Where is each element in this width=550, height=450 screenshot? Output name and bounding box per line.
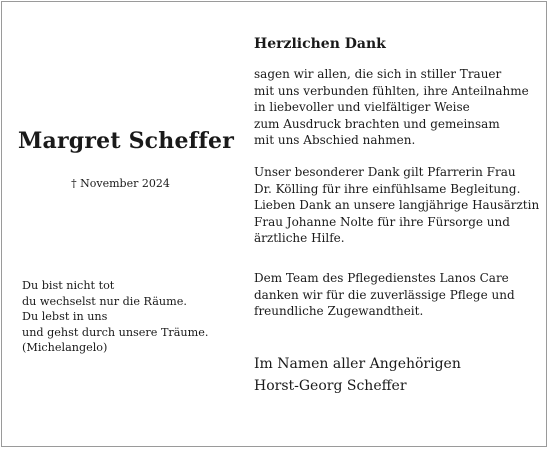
closing-line: Im Namen aller Angehörigen <box>254 356 461 372</box>
poem-line: Du lebst in uns <box>22 310 108 323</box>
thanks-paragraph-3 <box>254 270 539 320</box>
signatory-name: Horst-Georg Scheffer <box>254 378 407 394</box>
poem <box>22 278 227 356</box>
thanks-paragraph-1 <box>254 66 539 149</box>
thanks-paragraph-2 <box>254 164 539 247</box>
paragraph-line: ärztliche Hilfe. <box>254 231 345 245</box>
poem-attribution: (Michelangelo) <box>22 341 108 354</box>
paragraph-line: freundliche Zugewandtheit. <box>254 304 424 318</box>
paragraph-line: mit uns Abschied nahmen. <box>254 133 416 147</box>
right-column <box>254 0 539 450</box>
deceased-name: Margret Scheffer <box>18 128 234 154</box>
left-column <box>18 0 234 450</box>
paragraph-line: zum Ausdruck brachten und gemeinsam <box>254 116 500 131</box>
paragraph-line: in liebevoller und vielfältiger Weise <box>254 100 470 114</box>
paragraph-line: Frau Johanne Nolte für ihre Fürsorge und <box>254 214 510 229</box>
paragraph-line: danken wir für die zuverlässige Pflege und <box>254 287 515 302</box>
paragraph-line: mit uns verbunden fühlten, ihre Anteilnahme <box>254 83 529 98</box>
death-date: † November 2024 <box>71 177 170 190</box>
thanks-heading: Herzlichen Dank <box>254 36 386 52</box>
paragraph-line: Dem Team des Pflegedienstes Lanos Care <box>254 271 509 285</box>
paragraph-line: Unser besonderer Dank gilt Pfarrerin Frau <box>254 165 516 179</box>
poem-line: und gehst durch unsere Träume. <box>22 325 209 339</box>
paragraph-line: Dr. Kölling für ihre einfühlsame Begleitung. <box>254 181 521 196</box>
poem-line: Du bist nicht tot <box>22 279 115 292</box>
closing-signature <box>254 353 461 397</box>
paragraph-line: sagen wir allen, die sich in stiller Trauer <box>254 67 502 81</box>
poem-line: du wechselst nur die Räume. <box>22 294 187 308</box>
paragraph-line: Lieben Dank an unsere langjährige Hausärztin <box>254 198 540 212</box>
